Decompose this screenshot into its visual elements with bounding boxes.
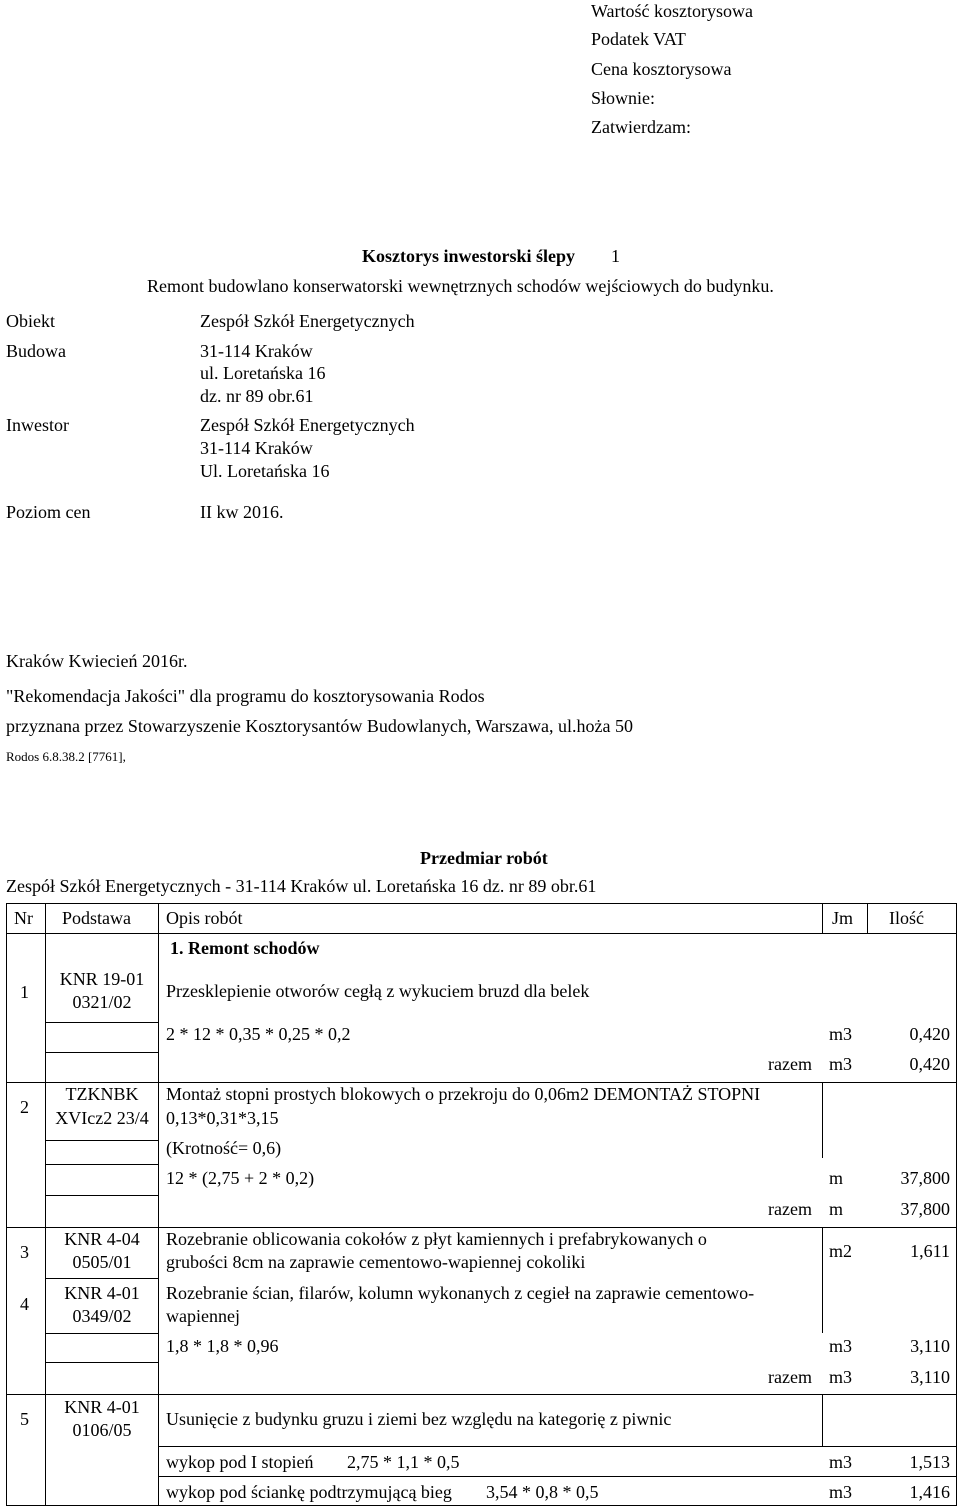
item-podstawa-2: 0106/05 [72,1420,132,1440]
summary-slownie: Słownie: [591,88,656,108]
item-opis-1: Rozebranie ścian, filarów, kolumn wykonanych z cegieł na zaprawie cementowo- [166,1283,755,1303]
place-date: Kraków Kwiecień 2016r. [6,651,188,671]
poziom-label: Poziom cen [6,502,91,522]
item-calc-jm: m3 [829,1336,853,1356]
podstawa-separator-2 [45,1140,158,1141]
col-separator-item2 [822,1082,823,1158]
item-opis-2: grubości 8cm na zaprawie cementowo-wapiennej cokoliki [166,1252,586,1272]
item-podstawa-1: KNR 4-01 [64,1397,140,1417]
col-separator-podstawa [158,903,159,1506]
budowa-line-3: dz. nr 89 obr.61 [200,386,314,406]
item-nr: 1 [20,982,29,1002]
summary-wartosc: Wartość kosztorysowa [591,1,754,21]
przyznana-line: przyznana przez Stowarzyszenie Kosztorysantów Budowlanych, Warszawa, ul.hoża 50 [6,716,633,736]
budowa-label: Budowa [6,341,66,361]
item-nr: 4 [20,1294,29,1314]
document-title: Kosztorys inwestorski ślepy [362,246,575,266]
item-calc-value: 0,420 [909,1024,950,1044]
calc-row-value: 1,513 [909,1452,950,1472]
item-razem-jm: m [829,1199,844,1219]
calc-row-value: 1,416 [909,1482,950,1502]
budowa-line-2: ul. Loretańska 16 [200,363,326,383]
row-separator-4 [6,1394,957,1395]
item-opis-1: Montaż stopni prostych blokowych o przekroju do 0,06m2 DEMONTAŻ STOPNI [166,1084,761,1104]
table-border-right [956,903,957,1506]
item-podstawa-2: 0321/02 [72,992,132,1012]
przedmiar-subheading: Zespół Szkół Energetycznych - 31-114 Kraków ul. Loretańska 16 dz. nr 89 obr.61 [6,876,597,896]
inwestor-label: Inwestor [6,415,69,435]
inwestor-line-2: 31-114 Kraków [200,438,313,458]
col-header-nr: Nr [14,908,33,928]
item-podstawa-1: TZKNBK [65,1084,139,1104]
col-header-ilosc: Ilość [889,908,924,928]
item-nr: 3 [20,1242,29,1262]
item-opis-2: wapiennej [166,1306,240,1326]
item-razem-label: razem [768,1367,812,1387]
item-opis-2: 0,13*0,31*3,15 [166,1108,279,1128]
col-separator-jm-header [867,903,868,933]
col-header-opis: Opis robót [166,908,243,928]
row-separator-5b [158,1476,957,1477]
table-header-separator [6,933,957,934]
podstawa-separator-2b [45,1164,158,1165]
inwestor-line-3: Ul. Loretańska 16 [200,461,330,481]
item-podstawa-1: KNR 4-04 [64,1229,140,1249]
item-podstawa-2: 0505/01 [72,1252,132,1272]
item-calc: 12 * (2,75 + 2 * 0,2) [166,1168,315,1188]
item-razem-value: 3,110 [910,1367,950,1387]
table-border-top [6,903,957,904]
calc-row-expr: 3,54 * 0,8 * 0,5 [486,1482,599,1502]
table-border-bottom [6,1505,957,1506]
przedmiar-heading: Przedmiar robót [420,848,548,868]
item-razem-label: razem [768,1054,812,1074]
item-podstawa-1: KNR 19-01 [59,969,145,989]
col-header-jm: Jm [832,908,854,928]
item-calc-value: 3,110 [910,1336,950,1356]
podstawa-separator-4 [45,1333,158,1334]
podstawa-separator-1b [45,1052,158,1053]
summary-vat: Podatek VAT [591,29,686,49]
rekomendacja-line: "Rekomendacja Jakości" dla programu do kosztorysowania Rodos [6,686,485,706]
row-separator-1 [6,1082,957,1083]
item-krotnosc: (Krotność= 0,6) [166,1138,282,1158]
poziom-value: II kw 2016. [200,502,284,522]
podstawa-separator-4b [45,1362,158,1363]
item-nr: 5 [20,1409,29,1429]
item-calc-value: 37,800 [900,1168,950,1188]
calc-row-label: wykop pod I stopień [166,1452,314,1472]
item-opis: Przesklepienie otworów cegłą z wykuciem bruzd dla belek [166,981,590,1001]
calc-row-jm: m3 [829,1452,853,1472]
budowa-line-1: 31-114 Kraków [200,341,313,361]
col-separator-opis-header [822,903,823,933]
inwestor-line-1: Zespół Szkół Energetycznych [200,415,415,435]
item-opis: Usunięcie z budynku gruzu i ziemi bez względu na kategorię z piwnic [166,1409,672,1429]
item-calc: 2 * 12 * 0,35 * 0,25 * 0,2 [166,1024,351,1044]
item-razem-jm: m3 [829,1054,853,1074]
item-jm: m2 [829,1241,853,1261]
item-calc: 1,8 * 1,8 * 0,96 [166,1336,279,1356]
summary-zatwierdzam: Zatwierdzam: [591,117,691,137]
summary-cena: Cena kosztorysowa [591,59,732,79]
obiekt-label: Obiekt [6,311,55,331]
podstawa-separator-3 [45,1278,158,1279]
item-calc-jm: m [829,1168,844,1188]
item-podstawa-2: XVIcz2 23/4 [55,1108,149,1128]
document-subtitle: Remont budowlano konserwatorski wewnętrznych schodów wejściowych do budynku. [147,276,774,296]
calc-row-jm: m3 [829,1482,853,1502]
calc-row-expr: 2,75 * 1,1 * 0,5 [347,1452,460,1472]
item-podstawa-1: KNR 4-01 [64,1283,140,1303]
item-razem-label: razem [768,1199,812,1219]
item-razem-jm: m3 [829,1367,853,1387]
item-razem-value: 37,800 [900,1199,950,1219]
item-calc-jm: m3 [829,1024,853,1044]
col-separator-item5 [822,1394,823,1446]
obiekt-value: Zespół Szkół Energetycznych [200,311,415,331]
document-number: 1 [611,246,620,266]
calc-row-label: wykop pod ściankę podtrzymującą bieg [166,1482,452,1502]
item-nr: 2 [20,1097,29,1117]
podstawa-separator-1 [45,1022,158,1023]
item-razem-value: 0,420 [909,1054,950,1074]
item-ilosc: 1,611 [910,1241,950,1261]
section-title: 1. Remont schodów [170,938,320,958]
table-border-left [6,903,7,1506]
row-separator-2 [6,1227,957,1228]
row-separator-5a [158,1446,957,1447]
col-separator-item3-4 [822,1227,823,1333]
col-header-podstawa: Podstawa [62,908,131,928]
version-line: Rodos 6.8.38.2 [7761], [6,749,126,764]
podstawa-separator-2c [45,1195,158,1196]
item-opis-1: Rozebranie oblicowania cokołów z płyt kamiennych i prefabrykowanych o [166,1229,707,1249]
item-podstawa-2: 0349/02 [72,1306,132,1326]
